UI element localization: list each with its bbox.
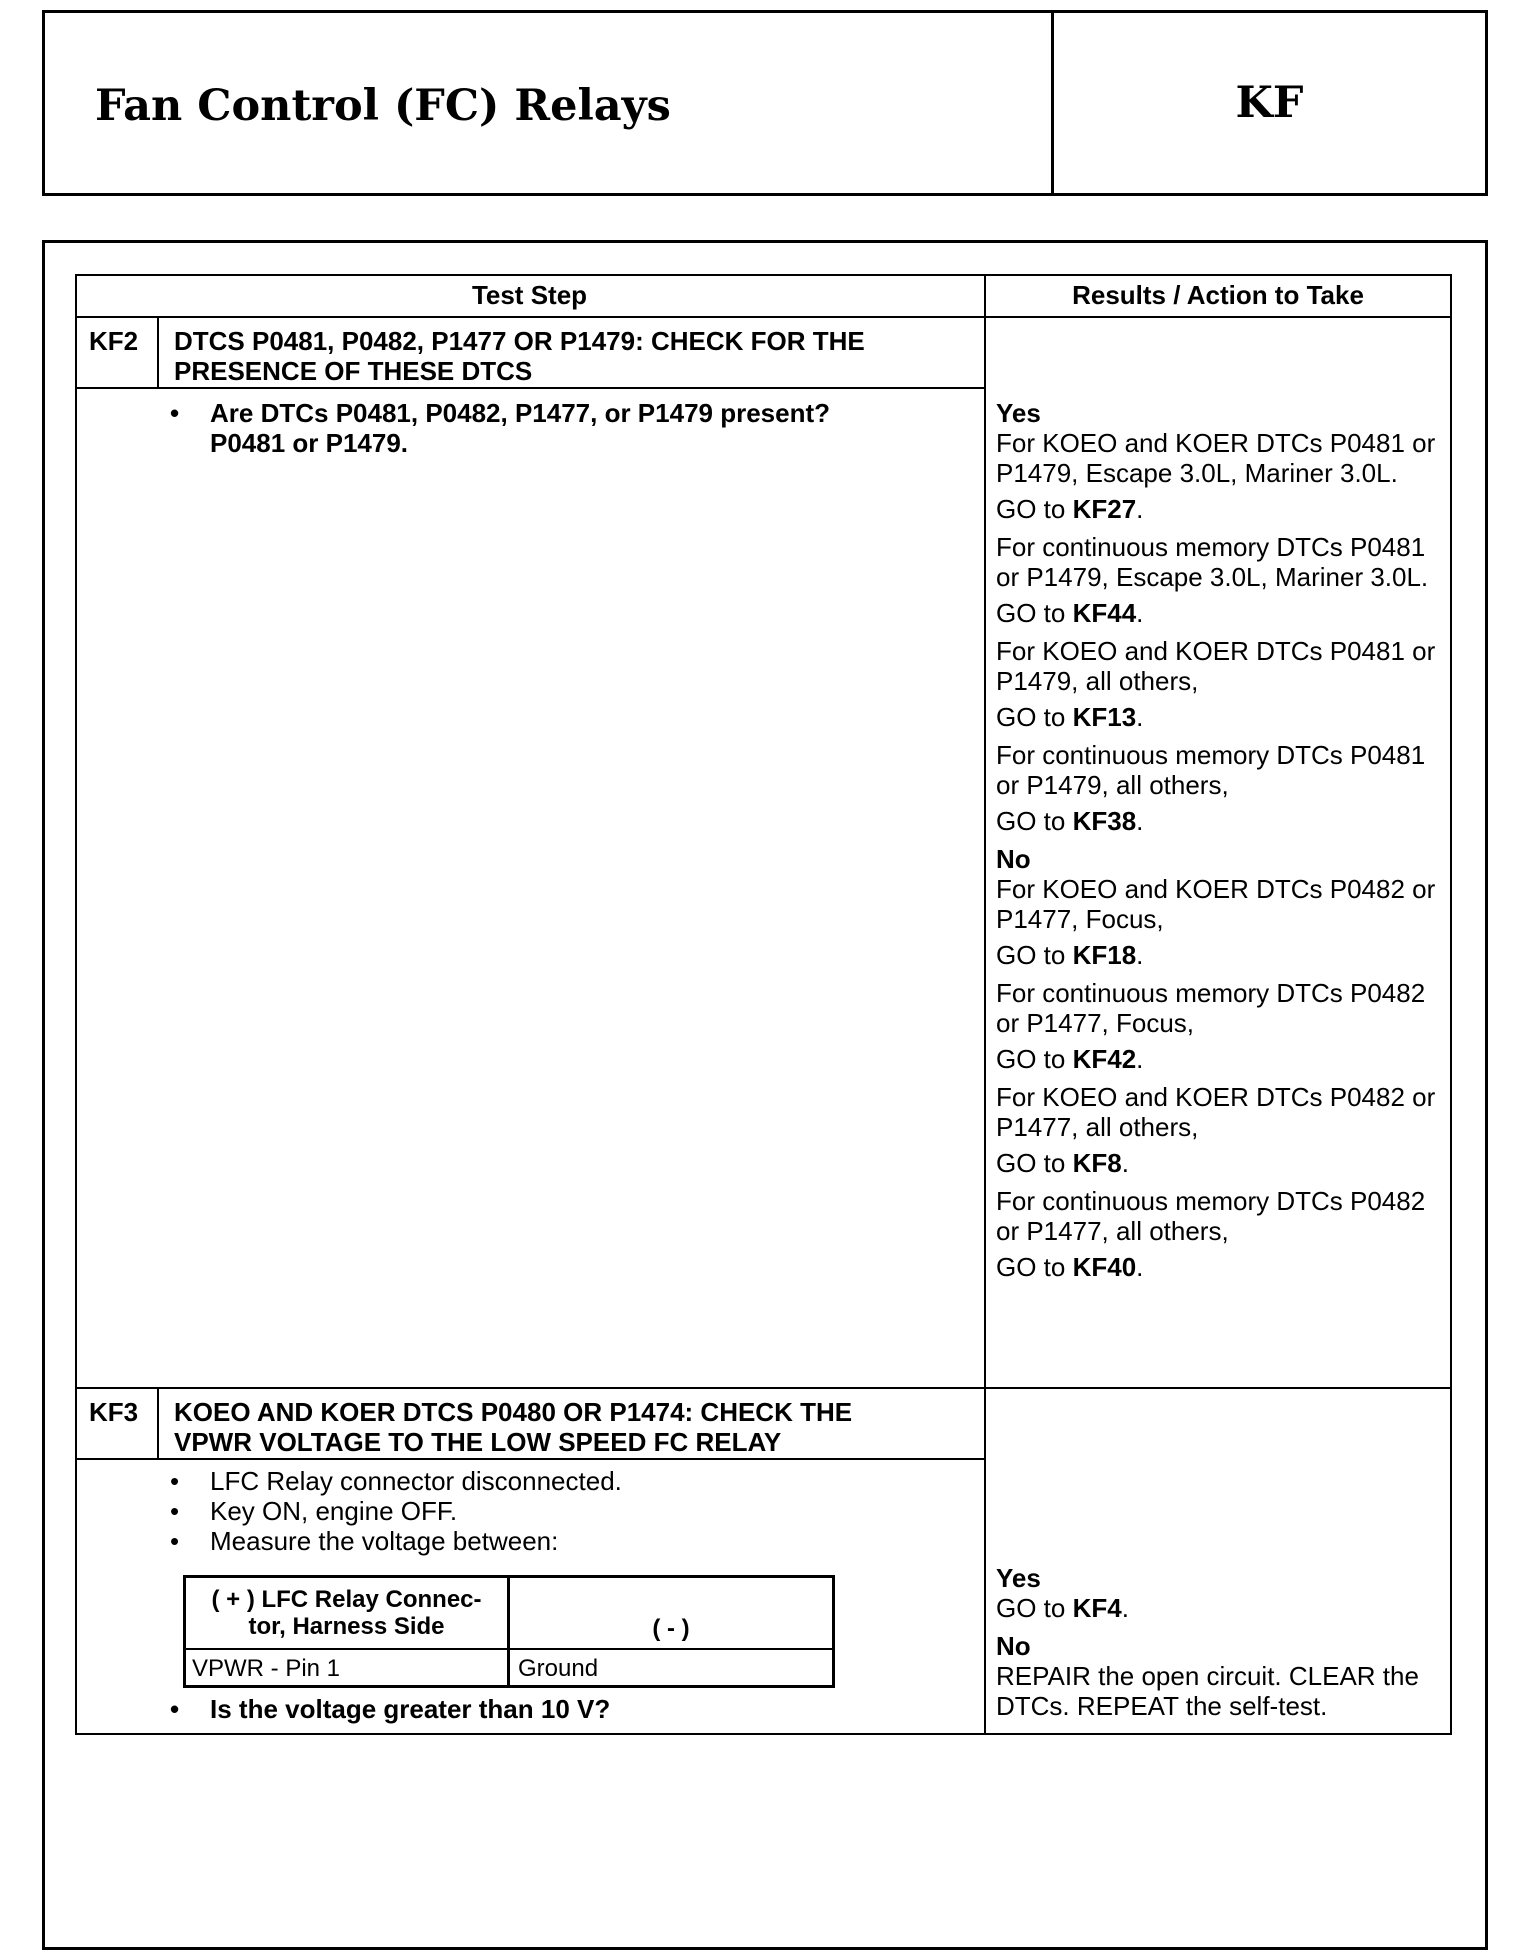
yes-label: Yes [996, 398, 1041, 428]
measurement-header-negative: ( - ) [652, 1615, 690, 1642]
measurement-cell: Ground [518, 1655, 599, 1682]
table-rule [157, 1387, 159, 1459]
results-kf3 [996, 1563, 1451, 1721]
bullet-icon: • [170, 1466, 180, 1496]
goto-target: KF40 [1072, 1252, 1137, 1282]
goto-target: KF18 [1072, 940, 1137, 970]
goto-label: GO to [996, 940, 1066, 970]
instruction-item [170, 1496, 950, 1526]
result-text: For continuous memory DTCs P0482 or P1477, Focus, [996, 978, 1426, 1038]
goto-label: GO to [996, 1593, 1066, 1623]
goto-line: GO to KF18. [996, 940, 1144, 970]
column-header-results: Results / Action to Take [1072, 280, 1364, 310]
step-id-kf3: KF3 [89, 1397, 139, 1427]
table-rule [75, 1733, 1452, 1735]
table-rule [984, 274, 986, 1735]
result-text: For continuous memory DTCs P0481 or P1479, Escape 3.0L, Mariner 3.0L. [996, 532, 1429, 592]
table-rule [157, 316, 159, 388]
measurement-table [183, 1575, 835, 1688]
goto-label: GO to [996, 806, 1066, 836]
measurement-cell: VPWR - Pin 1 [192, 1655, 341, 1682]
result-text: For continuous memory DTCs P0481 or P1479, all others, [996, 740, 1426, 800]
instruction-text: Measure the voltage between: [210, 1526, 559, 1556]
goto-line: GO to KF4. [996, 1593, 1129, 1623]
table-rule [75, 316, 1452, 318]
result-text: REPAIR the open circuit. CLEAR the DTCs. REPEAT the self-test. [996, 1661, 1419, 1721]
goto-target: KF38 [1072, 806, 1137, 836]
step-title-line: VPWR VOLTAGE TO THE LOW SPEED FC RELAY [174, 1427, 782, 1457]
table-rule [75, 1387, 1452, 1389]
column-header-test-step: Test Step [471, 280, 588, 310]
goto-target: KF44 [1072, 598, 1137, 628]
table-rule [75, 274, 77, 1735]
goto-target: KF42 [1072, 1044, 1137, 1074]
results-kf2 [996, 398, 1451, 1282]
goto-target: KF13 [1072, 702, 1137, 732]
question-kf3 [170, 1694, 950, 1724]
goto-line: GO to KF27. [996, 494, 1144, 524]
table-rule [186, 1648, 832, 1650]
bullet-icon: • [170, 1526, 180, 1556]
goto-target: KF4 [1072, 1593, 1122, 1623]
result-text: For KOEO and KOER DTCs P0482 or P1477, Focus, [996, 874, 1436, 934]
result-text: For KOEO and KOER DTCs P0481 or P1479, all others, [996, 636, 1436, 696]
measurement-header-positive [186, 1578, 507, 1648]
goto-label: GO to [996, 1148, 1066, 1178]
section-code: KF [1235, 78, 1304, 128]
no-label: No [996, 844, 1031, 874]
page-title: Fan Control (FC) Relays [95, 81, 671, 131]
question-kf2 [170, 398, 950, 458]
question-line: P0481 or P1479. [210, 428, 409, 458]
bullet-icon: • [170, 1694, 180, 1724]
table-rule [75, 387, 985, 389]
header-line: ( + ) LFC Relay Connec- [211, 1586, 482, 1613]
goto-line: GO to KF44. [996, 598, 1144, 628]
goto-line: GO to KF8. [996, 1148, 1129, 1178]
step-title-line: DTCS P0481, P0482, P1477 OR P1479: CHECK FOR THE [174, 326, 865, 356]
step-title-line: KOEO AND KOER DTCS P0480 OR P1474: CHECK THE [174, 1397, 853, 1427]
goto-line: GO to KF40. [996, 1252, 1144, 1282]
step-title-kf2 [174, 326, 954, 386]
yes-label: Yes [996, 1563, 1041, 1593]
bullet-icon: • [170, 398, 180, 428]
step-title-line: PRESENCE OF THESE DTCS [174, 356, 533, 386]
goto-line: GO to KF42. [996, 1044, 1144, 1074]
result-text: For KOEO and KOER DTCs P0481 or P1479, Escape 3.0L, Mariner 3.0L. [996, 428, 1436, 488]
goto-line: GO to KF13. [996, 702, 1144, 732]
instruction-item [170, 1526, 950, 1556]
instruction-item [170, 1466, 950, 1496]
goto-label: GO to [996, 1252, 1066, 1282]
goto-label: GO to [996, 1044, 1066, 1074]
goto-label: GO to [996, 702, 1066, 732]
question-line: Are DTCs P0481, P0482, P1477, or P1479 present? [210, 398, 831, 428]
header-box [42, 10, 1488, 196]
result-text: For continuous memory DTCs P0482 or P1477, all others, [996, 1186, 1426, 1246]
table-rule [75, 1458, 985, 1460]
table-rule [75, 274, 1452, 276]
step-title-kf3 [174, 1397, 954, 1457]
header-line: tor, Harness Side [248, 1613, 445, 1640]
goto-target: KF8 [1072, 1148, 1122, 1178]
result-text: For KOEO and KOER DTCs P0482 or P1477, all others, [996, 1082, 1436, 1142]
no-label: No [996, 1631, 1031, 1661]
instruction-text: LFC Relay connector disconnected. [210, 1466, 622, 1496]
step-id-kf2: KF2 [89, 326, 139, 356]
bullet-icon: • [170, 1496, 180, 1526]
goto-target: KF27 [1072, 494, 1137, 524]
question-text: Is the voltage greater than 10 V? [210, 1694, 611, 1724]
goto-label: GO to [996, 598, 1066, 628]
test-step-table [75, 274, 1452, 1735]
goto-line: GO to KF38. [996, 806, 1144, 836]
goto-label: GO to [996, 494, 1066, 524]
instruction-text: Key ON, engine OFF. [210, 1496, 458, 1526]
